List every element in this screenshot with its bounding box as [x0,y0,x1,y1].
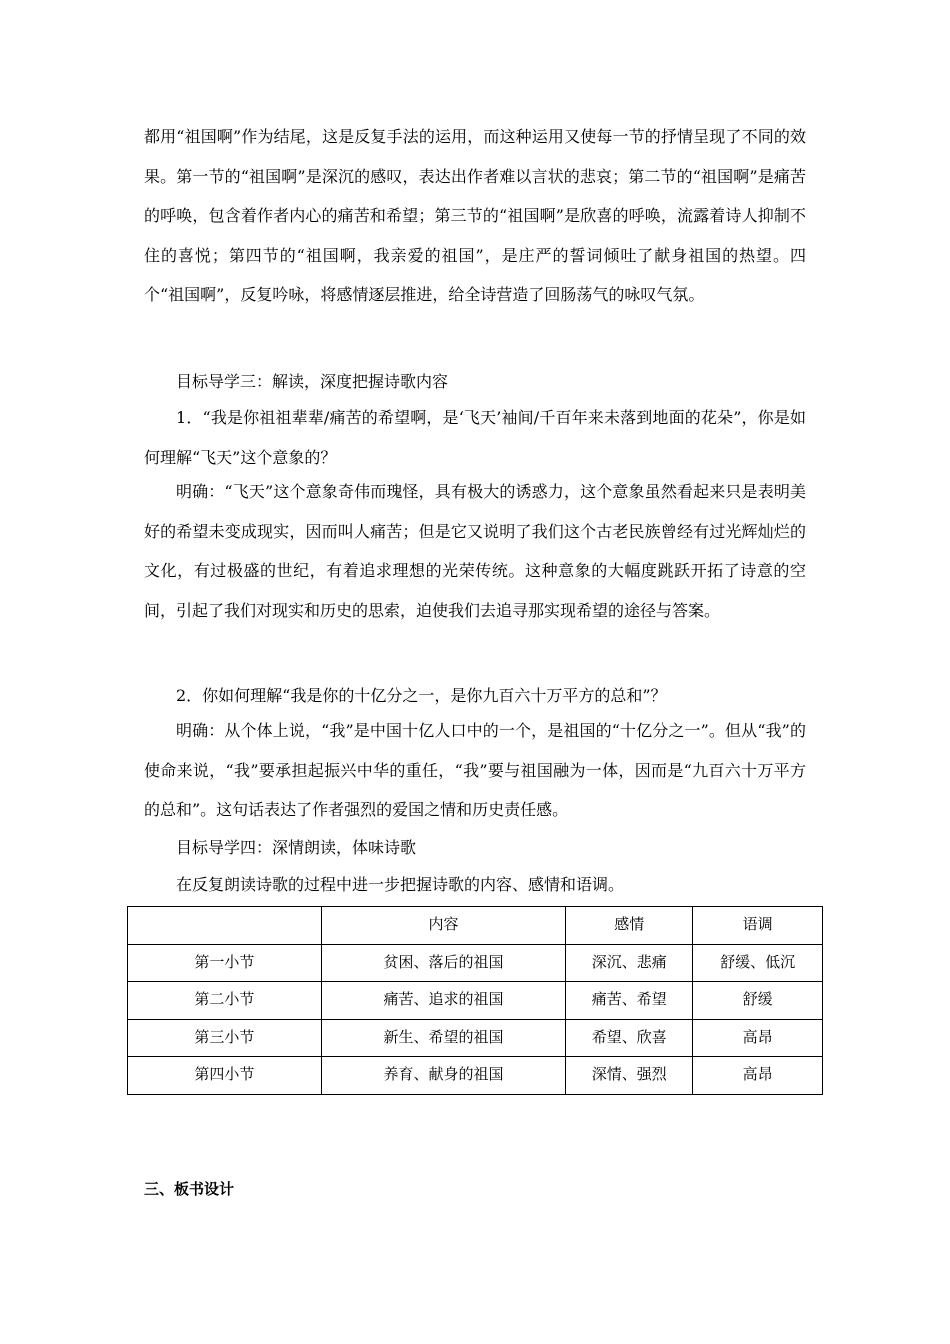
table-cell: 养育、献身的祖国 [321,1057,566,1095]
table-row [128,1019,823,1057]
table-cell: 新生、希望的祖国 [321,1019,566,1057]
stanza-table [127,906,823,1095]
table-header-row [128,907,823,945]
answer-2: 明确：从个体上说，“我”是中国十亿人口中的一个，是祖国的“十亿分之一”。但从“我”的使命来说，“我”要承担起振兴中华的重任，“我”要与祖国融为一体，因而是“九百六十万平方的总和”。这句话表达了作者强烈的爱国之情和历史责任感。 [144,721,806,819]
paragraph-refrain-analysis: 都用“祖国啊”作为结尾，这是反复手法的运用，而这种运用又使每一节的抒情呈现了不同的效果。第一节的“祖国啊”是深沉的感叹，表达出作者难以言状的悲哀；第二节的“祖国啊”是痛苦的呼唤，包含着作者内心的痛苦和希望；第三节的“祖国啊”是欣喜的呼唤，流露着诗人抑制不住的喜悦；第四节的“祖国啊，我亲爱的祖国”，是庄严的誓词倾吐了献身祖国的热望。四个“祖国啊”，反复吟咏，将感情逐层推进，给全诗营造了回肠荡气的咏叹气氛。 [144,127,806,304]
table-cell: 第三小节 [128,1019,322,1057]
table-cell: 第一小节 [128,944,322,982]
table-header-cell: 感情 [566,907,693,945]
table-header-cell [128,907,322,945]
table-cell: 高昂 [693,1057,823,1095]
table-cell: 希望、欣喜 [566,1019,693,1057]
table-cell: 舒缓、低沉 [693,944,823,982]
question-2: 2．你如何理解“我是你的十亿分之一，是你九百六十万平方的总和”？ [176,686,667,705]
table-cell: 第四小节 [128,1057,322,1095]
table-header-cell: 内容 [321,907,566,945]
table-cell: 痛苦、希望 [566,982,693,1020]
table-row [128,1057,823,1095]
table-row [128,944,823,982]
table-cell: 贫困、落后的祖国 [321,944,566,982]
table-cell: 深情、强烈 [566,1057,693,1095]
table-cell: 舒缓 [693,982,823,1020]
reading-intro: 在反复朗读诗歌的过程中进一步把握诗歌的内容、感情和语调。 [176,875,625,894]
section-3-heading: 三、板书设计 [144,1180,235,1198]
goal-3-heading: 目标导学三：解读，深度把握诗歌内容 [176,372,449,391]
goal-4-heading: 目标导学四：深情朗读，体味诗歌 [176,838,417,857]
table-cell: 第二小节 [128,982,322,1020]
table-row [128,982,823,1020]
table-cell: 高昂 [693,1019,823,1057]
table-cell: 痛苦、追求的祖国 [321,982,566,1020]
table-header-cell: 语调 [693,907,823,945]
table-cell: 深沉、悲痛 [566,944,693,982]
answer-1: 明确：“飞天”这个意象奇伟而瑰怪，具有极大的诱惑力，这个意象虽然看起来只是表明美好的希望未变成现实，因而叫人痛苦；但是它又说明了我们这个古老民族曾经有过光辉灿烂的文化，有过极盛的世纪，有着追求理想的光荣传统。这种意象的大幅度跳跃开拓了诗意的空间，引起了我们对现实和历史的思索，迫使我们去追寻那实现希望的途径与答案。 [144,482,806,620]
question-1: 1．“我是你祖祖辈辈/痛苦的希望啊，是‘飞天’袖间/千百年来未落到地面的花朵”，你是如何理解“飞天”这个意象的？ [144,408,806,467]
